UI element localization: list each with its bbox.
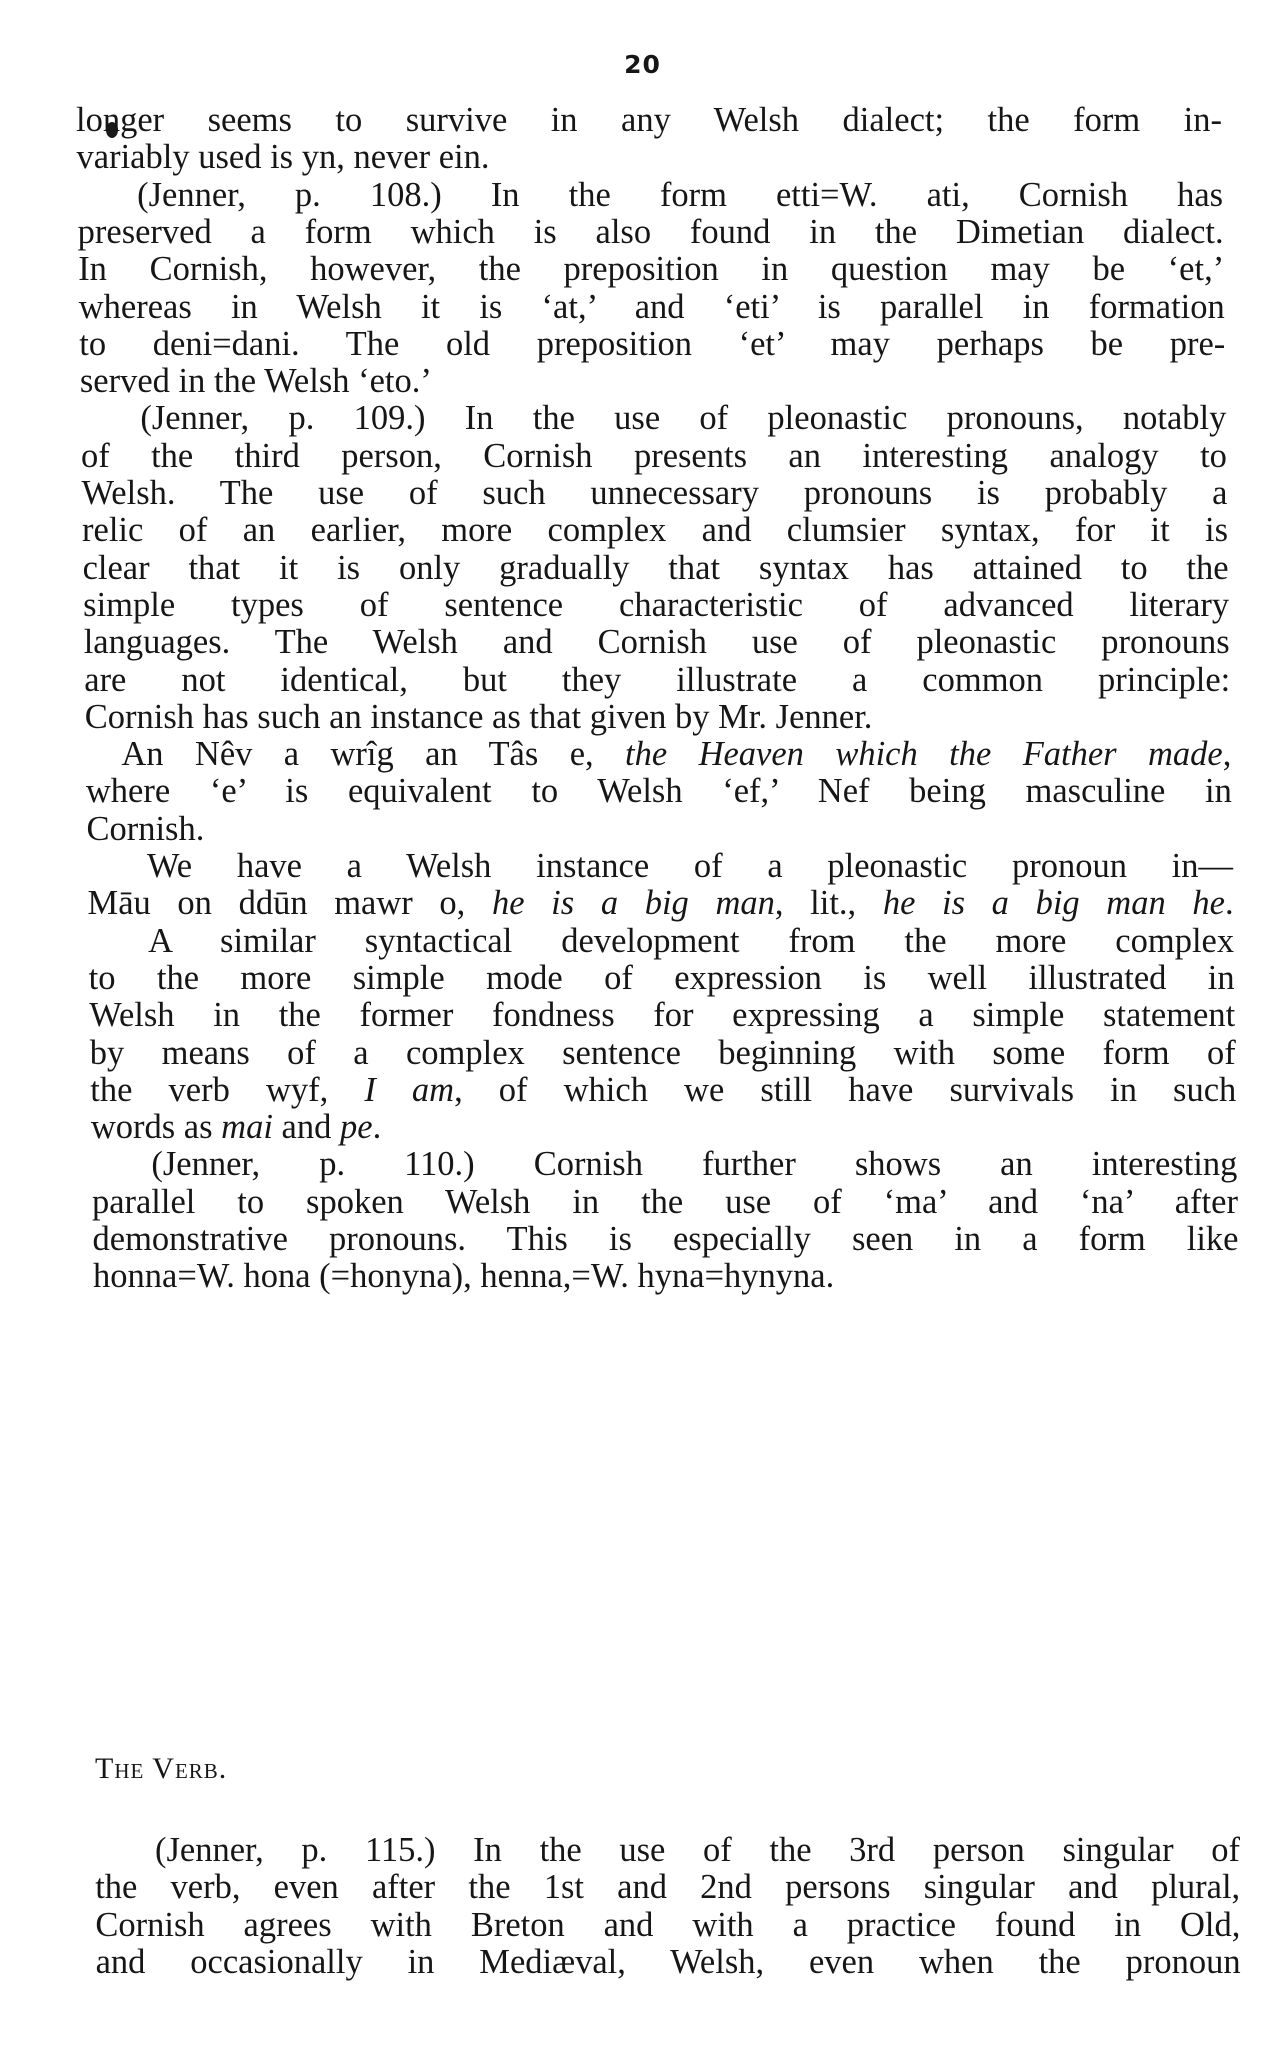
section-heading: The Verb.: [95, 1752, 228, 1785]
text-line: [92, 1182, 1238, 1222]
text-line: [93, 1256, 1239, 1296]
text-run: .: [1224, 884, 1234, 923]
text-line: [137, 175, 1223, 215]
text-run: Welsh. The use of such unnecessary pronouns is probably a: [81, 474, 1228, 512]
italic-phrase: pe: [340, 1108, 373, 1147]
text-run: In Cornish, however, the preposition in question may be ‘et,’: [78, 250, 1225, 289]
page-number: 20: [624, 50, 661, 79]
text-run: (Jenner, p. 108.) In the form etti=W. ati, Cornish has: [137, 175, 1224, 214]
text-line: [79, 324, 1225, 364]
text-run: Cornish has such an instance as that given by Mr. Jenner.: [84, 697, 873, 736]
text-run: parallel to spoken Welsh in the use of ‘ma’ and ‘na’ after: [91, 1182, 1238, 1221]
text-line: [79, 287, 1225, 327]
text-run: , of which we still have survivals in such: [454, 1070, 1237, 1109]
text-run: and occasionally in Mediæval, Welsh, even when the pronoun: [95, 1942, 1241, 1981]
text-line: [80, 361, 1226, 401]
text-line: [140, 398, 1226, 438]
text-line: [96, 1942, 1241, 1982]
text-line: [82, 510, 1228, 550]
italic-phrase: he is a big man: [491, 884, 775, 923]
italic-phrase: he is a big man he: [882, 884, 1225, 923]
text-run: preserved a form which is also found in the Dimetian dialect.: [77, 212, 1224, 251]
text-line: [121, 734, 1231, 774]
text-run: A similar syntactical development from the more complex: [148, 921, 1235, 960]
text-line: [78, 249, 1224, 289]
text-line: [78, 212, 1224, 252]
text-run: the verb, even after the 1st and 2nd persons singular and plural,: [95, 1868, 1241, 1907]
text-line: [81, 436, 1227, 476]
text-run: whereas in Welsh it is ‘at,’ and ‘eti’ is parallel in formation: [78, 287, 1225, 326]
text-line: [85, 697, 1231, 737]
text-line: [82, 473, 1228, 513]
text-line: [89, 958, 1235, 998]
text-line: [76, 100, 1222, 140]
italic-phrase: mai: [221, 1108, 273, 1147]
text-line: [84, 622, 1230, 662]
text-run: relic of an earlier, more complex and clumsier syntax, for it is: [82, 511, 1229, 550]
text-run: (Jenner, p. 115.) In the use of the 3rd person singular of: [155, 1831, 1240, 1869]
text-run: (Jenner, p. 109.) In the use of pleonastic pronouns, notably: [140, 399, 1227, 438]
text-line: [90, 1070, 1236, 1110]
text-run: honna=W. hona (=honyna), henna,=W. hyna=hynyna.: [93, 1257, 835, 1296]
text-run: Cornish agrees with Breton and with a practice found in Old,: [95, 1905, 1241, 1944]
text-run: the verb wyf,: [90, 1070, 365, 1109]
text-line: [83, 548, 1229, 588]
text-run: demonstrative pronouns. This is especially seen in a form like: [92, 1220, 1239, 1258]
text-run: variably used is yn, never ein.: [76, 138, 490, 177]
text-line: [89, 995, 1235, 1035]
text-run: are not identical, but they illustrate a common principle:: [84, 660, 1231, 699]
text-run: Welsh in the former fondness for expressing a simple statement: [89, 996, 1236, 1035]
text-run: ,: [1222, 735, 1232, 774]
text-run: simple types of sentence characteristic of advanced literary: [83, 585, 1230, 624]
text-run: and: [272, 1108, 340, 1147]
text-line: [90, 1033, 1236, 1073]
text-run: We have a Welsh instance of a pleonastic pronoun in—: [147, 847, 1233, 885]
text-run: where ‘e’ is equivalent to Welsh ‘ef,’ Nef being masculine in: [85, 772, 1232, 811]
text-run: , lit.,: [774, 884, 883, 923]
text-line: [86, 771, 1232, 811]
text-run: languages. The Welsh and Cornish use of pleonastic pronouns: [83, 623, 1230, 662]
text-line: [88, 883, 1234, 923]
text-run: to deni=dani. The old preposition ‘et’ may perhaps be pre-: [79, 324, 1226, 363]
text-run: words as: [90, 1108, 222, 1147]
text-run: Māu on ddūn mawr o,: [87, 884, 492, 923]
text-line: [91, 1107, 1237, 1147]
text-run: .: [372, 1108, 382, 1147]
text-run: (Jenner, p. 110.) Cornish further shows an interesting: [151, 1145, 1238, 1184]
text-line: [95, 1905, 1240, 1945]
text-line: [148, 921, 1234, 961]
text-line: [155, 1830, 1240, 1870]
text-line: [77, 137, 1223, 177]
text-run: clear that it is only gradually that syntax has attained to the: [82, 548, 1229, 587]
text-run: of the third person, Cornish presents an interesting analogy to: [80, 436, 1227, 475]
italic-phrase: I am: [364, 1070, 455, 1109]
text-line: [86, 809, 1232, 849]
text-run: served in the Welsh ‘eto.’: [79, 362, 432, 401]
text-run: longer seems to survive in any Welsh dialect; the form in-: [76, 101, 1222, 139]
text-line: [147, 846, 1233, 886]
text-line: [93, 1219, 1239, 1259]
text-line: [95, 1867, 1240, 1907]
text-run: by means of a complex sentence beginning with some form of: [89, 1033, 1236, 1072]
text-line: [83, 585, 1229, 625]
text-line: [84, 660, 1230, 700]
text-run: to the more simple mode of expression is well illustrated in: [88, 958, 1235, 997]
text-line: [151, 1144, 1237, 1184]
text-run: An Nêv a wrîg an Tâs e,: [121, 735, 626, 774]
text-run: Cornish.: [86, 809, 205, 848]
italic-phrase: the Heaven which the Father made: [625, 735, 1223, 774]
